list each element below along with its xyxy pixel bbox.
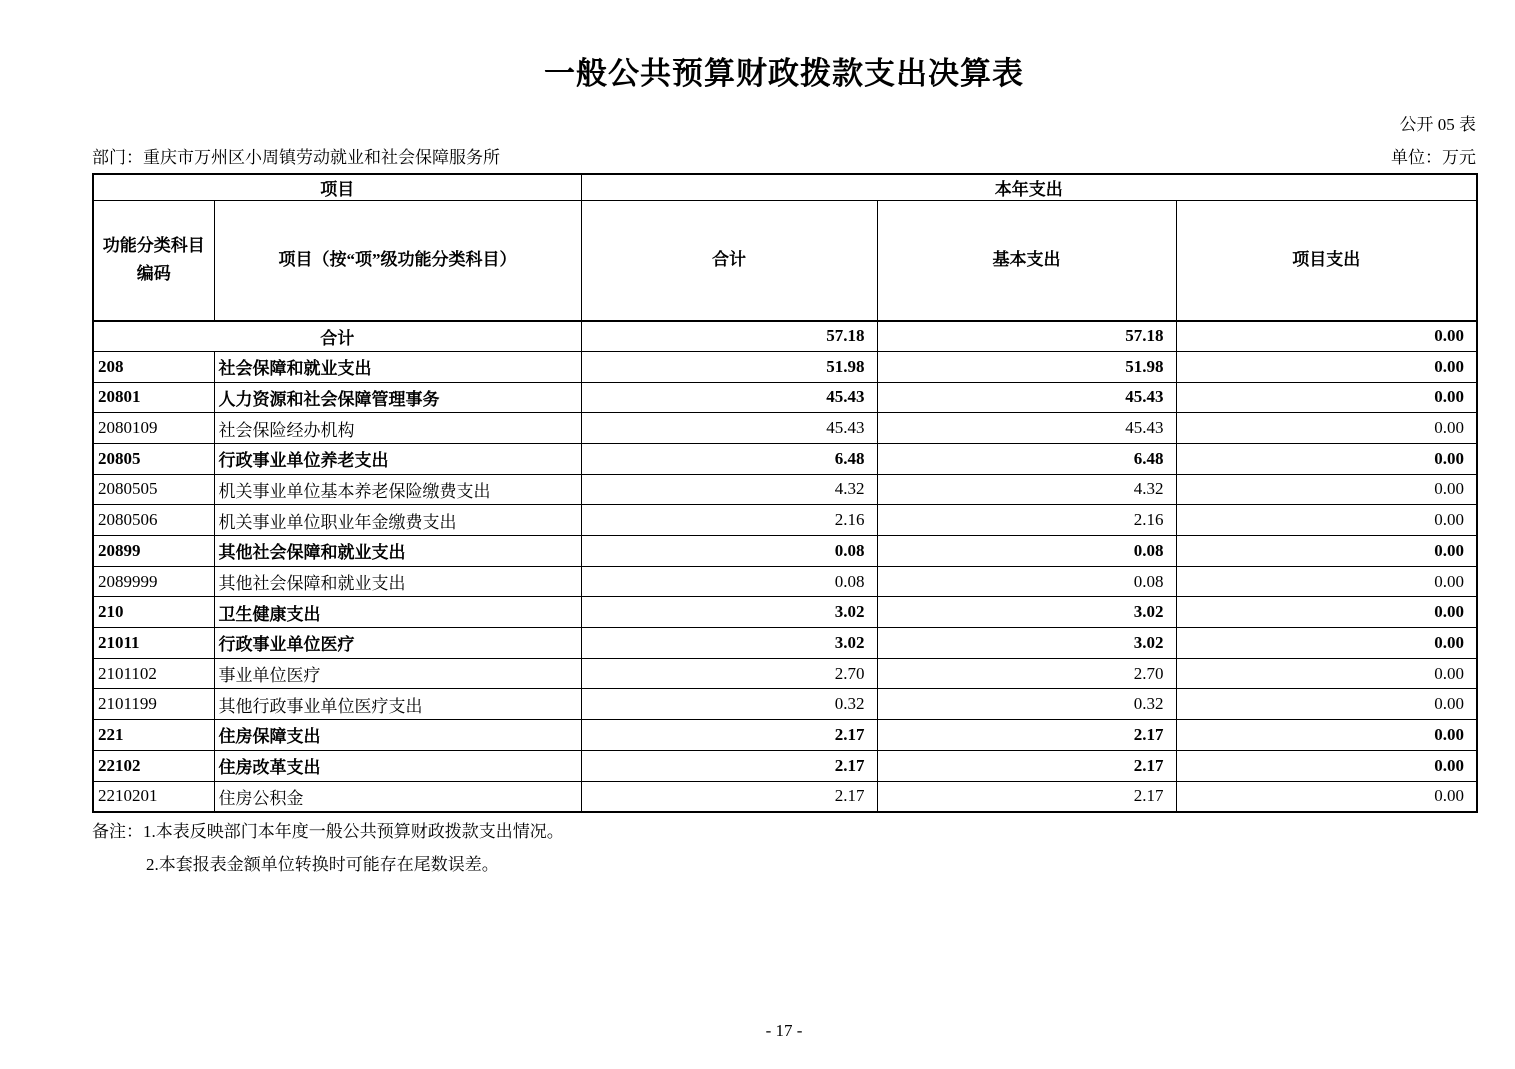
cell-name: 机关事业单位职业年金缴费支出 [214,505,581,536]
cell-basic: 0.08 [877,566,1176,597]
cell-total-label: 合计 [93,321,581,352]
header-group-project: 项目 [93,174,581,201]
cell-name: 人力资源和社会保障管理事务 [214,382,581,413]
cell-basic: 4.32 [877,474,1176,505]
cell-name: 社会保险经办机构 [214,413,581,444]
page-number: - 17 - [765,1021,803,1040]
cell-project: 0.00 [1176,351,1477,382]
cell-total: 45.43 [581,413,877,444]
cell-basic: 2.17 [877,720,1176,751]
cell-basic: 51.98 [877,351,1176,382]
cell-basic: 6.48 [877,443,1176,474]
cell-name: 卫生健康支出 [214,597,581,628]
cell-code: 20801 [93,382,214,413]
notes [92,821,1476,876]
cell-project: 0.00 [1176,474,1477,505]
cell-total: 2.17 [581,750,877,781]
header-col-item: 项目（按“项”级功能分类科目） [214,201,581,321]
note-line-1: 备注：1.本表反映部门本年度一般公共预算财政拨款支出情况。 [92,821,564,841]
page-title: 一般公共预算财政拨款支出决算表 [544,56,1024,91]
cell-code: 21011 [93,628,214,659]
cell-code: 2210201 [93,781,214,812]
cell-total: 45.43 [581,382,877,413]
cell-project: 0.00 [1176,443,1477,474]
cell-name: 行政事业单位医疗 [214,628,581,659]
cell-total: 2.17 [581,720,877,751]
department-label: 部门：重庆市万州区小周镇劳动就业和社会保障服务所 [92,148,500,168]
cell-name: 机关事业单位基本养老保险缴费支出 [214,474,581,505]
table-row [93,566,1477,597]
cell-name: 事业单位医疗 [214,658,581,689]
cell-basic: 0.32 [877,689,1176,720]
cell-project: 0.00 [1176,505,1477,536]
table-row [93,781,1477,812]
table-row [93,689,1477,720]
cell-code: 2080109 [93,413,214,444]
note-line-2: 2.本套报表金额单位转换时可能存在尾数误差。 [146,854,499,874]
meta-row [92,147,1476,169]
header-col-code: 功能分类科目编码 [93,201,214,321]
cell-name: 行政事业单位养老支出 [214,443,581,474]
table-row [93,750,1477,781]
cell-project: 0.00 [1176,720,1477,751]
table-row [93,443,1477,474]
header-col-project: 项目支出 [1176,201,1477,321]
cell-basic: 45.43 [877,382,1176,413]
header-group-current-year: 本年支出 [581,174,1477,201]
cell-project: 0.00 [1176,566,1477,597]
cell-total: 0.08 [581,536,877,567]
cell-total: 6.48 [581,443,877,474]
cell-total: 4.32 [581,474,877,505]
cell-name: 其他社会保障和就业支出 [214,566,581,597]
header-col-basic: 基本支出 [877,201,1176,321]
cell-basic: 3.02 [877,628,1176,659]
cell-basic: 3.02 [877,597,1176,628]
cell-code: 2101199 [93,689,214,720]
table-row [93,536,1477,567]
table-row [93,413,1477,444]
cell-name: 社会保障和就业支出 [214,351,581,382]
table-row [93,597,1477,628]
cell-code: 20805 [93,443,214,474]
header-col-total: 合计 [581,201,877,321]
table-row [93,720,1477,751]
cell-name: 住房公积金 [214,781,581,812]
table-row [93,658,1477,689]
cell-total: 0.08 [581,566,877,597]
cell-total: 2.70 [581,658,877,689]
header-group-row [93,174,1477,201]
cell-code: 210 [93,597,214,628]
cell-basic: 2.16 [877,505,1176,536]
form-code-label: 公开 05 表 [1399,115,1476,135]
cell-code: 2080506 [93,505,214,536]
cell-code: 2080505 [93,474,214,505]
cell-total: 2.17 [581,781,877,812]
cell-code: 20899 [93,536,214,567]
budget-table [92,173,1478,813]
unit-label: 单位：万元 [1391,148,1476,168]
cell-total: 57.18 [581,321,877,352]
cell-code: 2101102 [93,658,214,689]
cell-basic: 0.08 [877,536,1176,567]
cell-name: 住房改革支出 [214,750,581,781]
header-columns-row [93,201,1477,321]
cell-basic: 2.70 [877,658,1176,689]
cell-basic: 57.18 [877,321,1176,352]
cell-project: 0.00 [1176,382,1477,413]
table-row [93,505,1477,536]
cell-project: 0.00 [1176,658,1477,689]
cell-code: 221 [93,720,214,751]
cell-basic: 45.43 [877,413,1176,444]
cell-basic: 2.17 [877,750,1176,781]
cell-total: 2.16 [581,505,877,536]
cell-name: 住房保障支出 [214,720,581,751]
table-row-total [93,321,1477,352]
cell-project: 0.00 [1176,689,1477,720]
cell-basic: 2.17 [877,781,1176,812]
cell-project: 0.00 [1176,781,1477,812]
cell-project: 0.00 [1176,597,1477,628]
table-row [93,351,1477,382]
table-row [93,382,1477,413]
cell-code: 2089999 [93,566,214,597]
cell-total: 3.02 [581,597,877,628]
cell-total: 51.98 [581,351,877,382]
cell-project: 0.00 [1176,750,1477,781]
table-row [93,474,1477,505]
cell-project: 0.00 [1176,413,1477,444]
cell-project: 0.00 [1176,321,1477,352]
cell-total: 0.32 [581,689,877,720]
cell-total: 3.02 [581,628,877,659]
cell-code: 208 [93,351,214,382]
cell-code: 22102 [93,750,214,781]
cell-project: 0.00 [1176,536,1477,567]
document-content [92,0,1476,876]
cell-project: 0.00 [1176,628,1477,659]
cell-name: 其他社会保障和就业支出 [214,536,581,567]
cell-name: 其他行政事业单位医疗支出 [214,689,581,720]
table-row [93,628,1477,659]
